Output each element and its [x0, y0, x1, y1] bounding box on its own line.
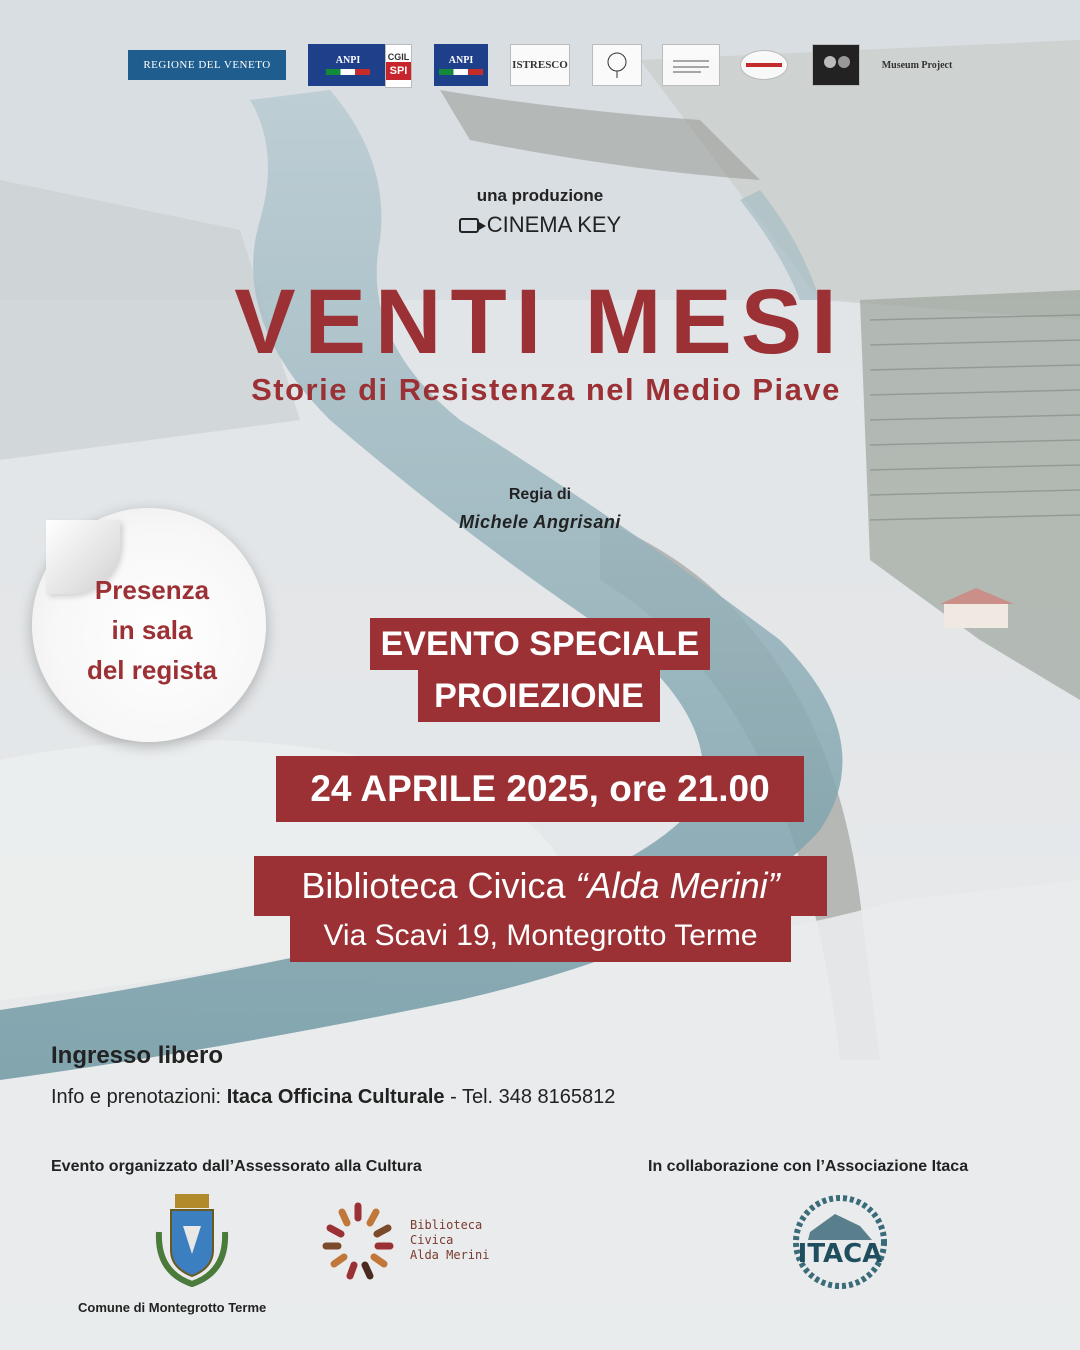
- event-date: 24 APRILE 2025, ore 21.00: [276, 756, 804, 822]
- portrait-logo: [812, 44, 860, 86]
- biblioteca-logo-text: [410, 1218, 489, 1263]
- sticker-line: del regista: [86, 655, 218, 685]
- screening-label: PROIEZIONE: [418, 670, 660, 722]
- production-company: CINEMA KEY: [486, 212, 622, 237]
- film-title: VENTI MESI: [234, 271, 846, 373]
- biblio-line: Alda Merini: [410, 1248, 490, 1262]
- tree-icon: [602, 50, 632, 80]
- municipality-name: Comune di Montegrotto Terme: [78, 1300, 267, 1315]
- booking-phone: - Tel. 348 8165812: [444, 1086, 616, 1108]
- venue-prefix: Biblioteca Civica: [301, 865, 576, 906]
- text-lines-icon: [671, 55, 711, 75]
- museum-project-logo: Museum Project: [881, 59, 953, 71]
- production-label: una produzione: [476, 186, 604, 205]
- sticker-line: Presenza: [94, 575, 210, 605]
- special-event-label: EVENTO SPECIALE: [370, 618, 710, 670]
- istresco-logo: ISTRESCO: [510, 44, 570, 86]
- film-subtitle: Storie di Resistenza nel Medio Piave: [251, 372, 841, 407]
- anpi-logo: ANPI: [434, 44, 488, 86]
- round-association-logo: [740, 50, 788, 80]
- free-entry-label: Ingresso libero: [51, 1042, 224, 1069]
- flag-stripe-icon: [746, 58, 782, 72]
- regione-veneto-logo: REGIONE DEL VENETO: [128, 50, 286, 80]
- circolo-culturale-logo: [662, 44, 720, 86]
- event-venue: [254, 856, 827, 916]
- montegrotto-crest-icon: [153, 1192, 231, 1288]
- booking-info: [51, 1086, 615, 1109]
- sticker-line: in sala: [111, 615, 193, 645]
- itaca-logo-icon: [780, 1192, 900, 1292]
- itaca-logo-text: ITACA: [797, 1239, 883, 1269]
- association-logo: [592, 44, 642, 86]
- director-presence-sticker: [32, 508, 266, 742]
- collaboration-note: In collaborazione con l’Associazione Itaca: [648, 1158, 969, 1175]
- cinema-key-logo: [0, 212, 1080, 238]
- biblio-line: Civica: [410, 1233, 454, 1247]
- director-label: Regia di: [508, 486, 572, 503]
- organizer-note: Evento organizzato dall’Assessorato alla Cultura: [51, 1158, 422, 1175]
- event-address: Via Scavi 19, Montegrotto Terme: [290, 912, 791, 962]
- director-name: Michele Angrisani: [459, 512, 621, 532]
- biblio-line: Biblioteca: [410, 1218, 483, 1232]
- anpi-treviso-logo: ANPI: [308, 44, 388, 86]
- biblioteca-logo-icon: [318, 1196, 398, 1288]
- booking-organizer: Itaca Officina Culturale: [226, 1086, 445, 1108]
- camera-icon: [459, 218, 479, 233]
- booking-label: Info e prenotazioni:: [51, 1086, 227, 1108]
- cgil-spi-logo: CGIL SPI: [385, 44, 412, 88]
- portrait-icon: [818, 50, 854, 80]
- venue-name: “Alda Merini”: [575, 865, 780, 906]
